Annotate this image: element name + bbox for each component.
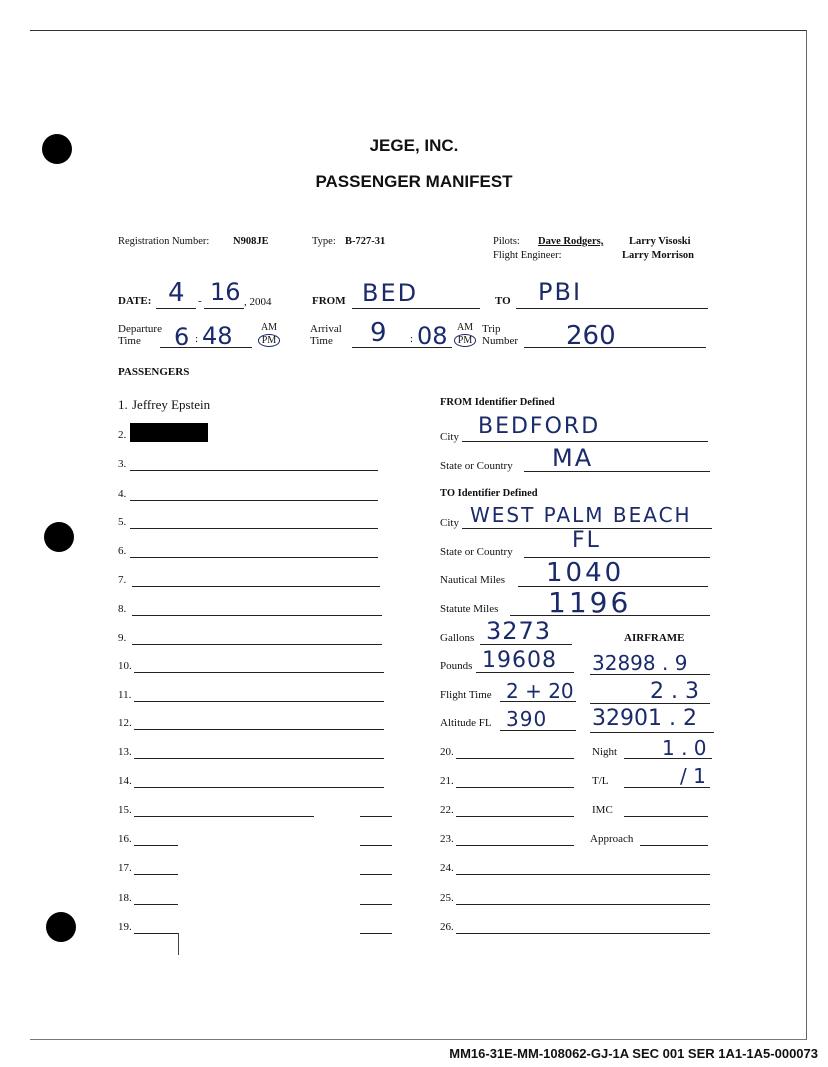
- nautical-miles-label: Nautical Miles: [440, 574, 506, 586]
- passenger-number: 8.: [118, 603, 127, 615]
- airframe-heading: AIRFRAME: [624, 632, 685, 644]
- gallons-label: Gallons: [440, 632, 475, 644]
- passenger-number: 9.: [118, 632, 127, 644]
- date-year: , 2004: [244, 296, 272, 308]
- night-label: Night: [592, 746, 618, 758]
- passenger-line: [130, 470, 378, 471]
- arrival-label: [310, 323, 342, 347]
- from-city-line: [462, 441, 708, 442]
- passenger-line: [132, 615, 382, 616]
- type-value: B-727-31: [345, 236, 386, 247]
- engineer-label: Flight Engineer:: [493, 250, 562, 261]
- arrival-am: AM: [456, 322, 474, 333]
- tl-value: / 1: [680, 764, 706, 788]
- departure-label-line2: Time: [118, 335, 141, 347]
- extra-row-line: [456, 816, 574, 817]
- extra-row-line: [456, 787, 574, 788]
- passenger-number: 3.: [118, 458, 127, 470]
- date-month-line: [156, 308, 196, 309]
- airframe-value-2: 2 . 3: [650, 679, 699, 704]
- pounds-value: 19608: [482, 648, 557, 673]
- arrival-colon: :: [410, 333, 414, 345]
- date-dash: -: [198, 295, 202, 307]
- pilots-label: Pilots:: [493, 236, 520, 247]
- from-line: [352, 308, 480, 309]
- passenger-line: [360, 933, 392, 934]
- arrival-pm: [452, 334, 478, 347]
- passenger-line: [360, 874, 392, 875]
- extra-row-number: 22.: [440, 804, 454, 816]
- to-city-value: WEST PALM BEACH: [470, 503, 692, 527]
- to-state-label: State or Country: [440, 546, 513, 558]
- departure-pm-circled: PM: [258, 334, 280, 347]
- extra-row-line: [456, 933, 710, 934]
- to-state-value: FL: [572, 528, 601, 553]
- passengers-heading: PASSENGERS: [118, 366, 190, 378]
- flight-time-label: Flight Time: [440, 689, 492, 701]
- extra-row-line: [456, 874, 710, 875]
- passenger-line: [134, 787, 384, 788]
- passenger-number: 17.: [118, 862, 132, 874]
- airframe-value-1: 32898 . 9: [592, 651, 688, 675]
- from-value: BED: [362, 279, 419, 307]
- from-state-label: State or Country: [440, 460, 513, 472]
- nautical-miles-value: 1040: [546, 558, 625, 588]
- arrival-hour: 9: [370, 318, 387, 348]
- airframe-value-3: 32901 . 2: [592, 706, 697, 731]
- imc-label: IMC: [592, 804, 613, 816]
- passenger-line: [134, 758, 384, 759]
- registration-label: Registration Number:: [118, 236, 210, 247]
- date-month: 4: [168, 278, 185, 308]
- flight-time-value: 2 + 20: [506, 679, 574, 703]
- passenger-line: [130, 500, 378, 501]
- from-state-value: MA: [552, 444, 594, 472]
- passenger-line: [134, 816, 314, 817]
- passenger-number: 6.: [118, 545, 127, 557]
- to-line: [516, 308, 708, 309]
- from-identifier-heading: FROM Identifier Defined: [440, 397, 555, 408]
- registration-value: N908JE: [233, 236, 269, 247]
- altitude-value: 390: [506, 707, 548, 731]
- document-title: PASSENGER MANIFEST: [315, 172, 513, 191]
- extra-row-number: 25.: [440, 892, 454, 904]
- extra-row-line: [456, 758, 574, 759]
- passenger-line: [132, 586, 380, 587]
- passenger-line: [130, 528, 378, 529]
- passenger-number: 10.: [118, 660, 132, 672]
- trip-label-line1: Trip: [482, 323, 501, 335]
- extra-row-line: [456, 904, 710, 905]
- engineer-value: Larry Morrison: [622, 250, 695, 261]
- redaction-box: [130, 423, 208, 442]
- departure-hour: 6: [174, 323, 190, 351]
- pilot-2: Larry Visoski: [629, 236, 691, 247]
- approach-line: [640, 845, 708, 846]
- passenger-name: Jeffrey Epstein: [132, 397, 211, 412]
- passenger-line: [360, 845, 392, 846]
- pilot-1: Dave Rodgers,: [538, 236, 604, 247]
- passenger-number: 11.: [118, 689, 132, 701]
- trip-number: 260: [566, 321, 616, 351]
- passenger-number: 5.: [118, 516, 127, 528]
- extra-row-number: 26.: [440, 921, 454, 933]
- departure-minute: 48: [202, 322, 233, 350]
- pounds-label: Pounds: [440, 660, 473, 672]
- departure-am: AM: [260, 322, 278, 333]
- extra-row-number: 24.: [440, 862, 454, 874]
- to-value: PBI: [538, 278, 583, 306]
- passenger-number: 15.: [118, 804, 132, 816]
- passenger-line: [134, 729, 384, 730]
- passenger-line: [134, 933, 178, 934]
- passenger-number: 16.: [118, 833, 132, 845]
- passenger-number: 12.: [118, 717, 132, 729]
- extra-row-number: 21.: [440, 775, 454, 787]
- departure-label-line1: Departure: [118, 323, 162, 335]
- extra-row-line: [456, 845, 574, 846]
- bates-number: MM16-31E-MM-108062-GJ-1A SEC 001 SER 1A1-1A5-000073: [449, 1046, 818, 1061]
- departure-label: [118, 323, 162, 347]
- trip-number-label: [482, 323, 518, 347]
- night-value: 1 . 0: [662, 736, 707, 760]
- arrival-label-line2: Time: [310, 335, 333, 347]
- punch-hole: [46, 912, 76, 942]
- company-name: JEGE, INC.: [369, 136, 459, 155]
- statute-miles-value: 1196: [548, 586, 632, 619]
- passenger-line: [360, 904, 392, 905]
- passenger-line: [130, 557, 378, 558]
- gallons-value: 3273: [486, 617, 552, 645]
- stray-mark: [178, 933, 179, 955]
- to-city-label: City: [440, 517, 459, 529]
- passenger-line: [360, 816, 392, 817]
- date-day-line: [204, 308, 244, 309]
- passenger-number: 13.: [118, 746, 132, 758]
- passenger-line: [134, 701, 384, 702]
- approach-label: Approach: [590, 833, 634, 845]
- trip-label-line2: Number: [482, 335, 519, 347]
- passenger-number: 4.: [118, 488, 127, 500]
- altitude-label: Altitude FL: [440, 717, 492, 729]
- to-identifier-heading: TO Identifier Defined: [440, 488, 538, 499]
- from-city-value: BEDFORD: [478, 414, 601, 439]
- passenger-number: 7.: [118, 574, 127, 586]
- passenger-line: [132, 644, 382, 645]
- arrival-pm-circled: PM: [454, 334, 476, 347]
- type-label: Type:: [312, 236, 336, 247]
- departure-pm: [256, 334, 282, 347]
- passenger-number: 1.: [118, 397, 128, 412]
- arrival-label-line1: Arrival: [310, 323, 342, 335]
- to-label: TO: [495, 295, 511, 307]
- passenger-number: 19.: [118, 921, 132, 933]
- passenger-line: [134, 904, 178, 905]
- tl-label: T/L: [592, 775, 609, 787]
- extra-row-number: 23.: [440, 833, 454, 845]
- imc-line: [624, 816, 708, 817]
- date-label: DATE:: [118, 295, 152, 307]
- passenger-line: [134, 874, 178, 875]
- statute-miles-label: Statute Miles: [440, 603, 499, 615]
- date-day: 16: [210, 278, 241, 306]
- departure-colon: :: [195, 333, 199, 345]
- arrival-minute: 08: [417, 322, 448, 350]
- passenger-number: 14.: [118, 775, 132, 787]
- from-label: FROM: [312, 295, 346, 307]
- airframe-line-3: [590, 732, 714, 733]
- punch-hole: [44, 522, 74, 552]
- extra-row-number: 20.: [440, 746, 454, 758]
- passenger-number: 2.: [118, 429, 127, 441]
- passenger-line: [134, 845, 178, 846]
- from-city-label: City: [440, 431, 459, 443]
- passenger-line: [134, 672, 384, 673]
- passenger-number: 18.: [118, 892, 132, 904]
